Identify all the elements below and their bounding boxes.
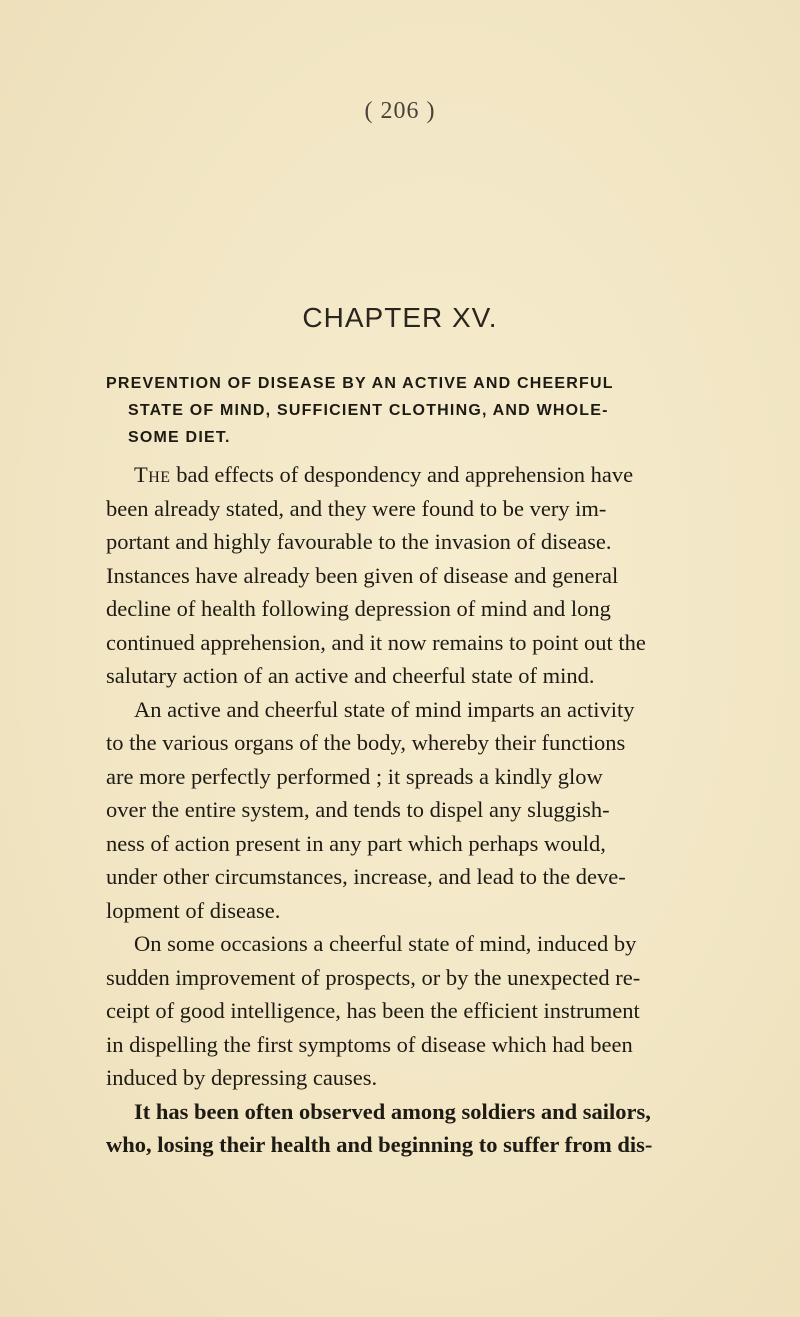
paragraph-first-line — [106, 458, 706, 492]
paragraph-first-line: On some occasions a cheerful state of mind, induced by — [134, 931, 637, 956]
subheading-line: STATE OF MIND, SUFFICIENT CLOTHING, AND WHOLE- — [128, 402, 609, 419]
text-line: over the entire system, and tends to dispel any sluggish- — [106, 797, 610, 822]
lead-word: The — [134, 462, 171, 487]
text-line: ness of action present in any part which perhaps would, — [106, 830, 606, 856]
text-line: ceipt of good intelligence, has been the efficient instrument — [106, 998, 640, 1023]
subheading-line: PREVENTION OF DISEASE BY AN ACTIVE AND CHEERFUL — [106, 375, 614, 392]
text-line: to the various organs of the body, whereby their functions — [106, 730, 626, 755]
text-line: are more perfectly performed ; it spreads a kindly glow — [106, 763, 603, 789]
text-line: portant and highly favourable to the invasion of disease. — [106, 529, 612, 554]
text-line: lopment of disease. — [106, 897, 281, 923]
text-line: been already stated, and they were found to be very im- — [106, 495, 607, 521]
body-text — [106, 458, 706, 1162]
text-line: under other circumstances, increase, and lead to the deve- — [106, 864, 626, 889]
text-line: induced by depressing causes. — [106, 1065, 378, 1090]
text-line: salutary action of an active and cheerful state of mind. — [106, 663, 595, 688]
paragraph-first-line: It has been often observed among soldiers and sailors, — [134, 1098, 651, 1124]
text-line: sudden improvement of prospects, or by the unexpected re- — [106, 964, 641, 990]
text-line: decline of health following depression of mind and long — [106, 596, 611, 621]
subheading-line: SOME DIET. — [128, 429, 231, 446]
text-line: who, losing their health and beginning to suffer from dis- — [106, 1132, 653, 1157]
chapter-subheading — [106, 370, 706, 451]
paragraph-first-line: An active and cheerful state of mind imparts an activity — [134, 696, 635, 722]
chapter-title: CHAPTER XV. — [302, 302, 498, 333]
page-number: ( 206 ) — [364, 98, 436, 124]
text-line: in dispelling the first symptoms of disease which had been — [106, 1031, 633, 1057]
text-line: bad effects of despondency and apprehension have — [170, 462, 634, 487]
text-line: Instances have already been given of disease and general — [106, 562, 619, 588]
text-line: continued apprehension, and it now remains to point out the — [106, 629, 646, 655]
